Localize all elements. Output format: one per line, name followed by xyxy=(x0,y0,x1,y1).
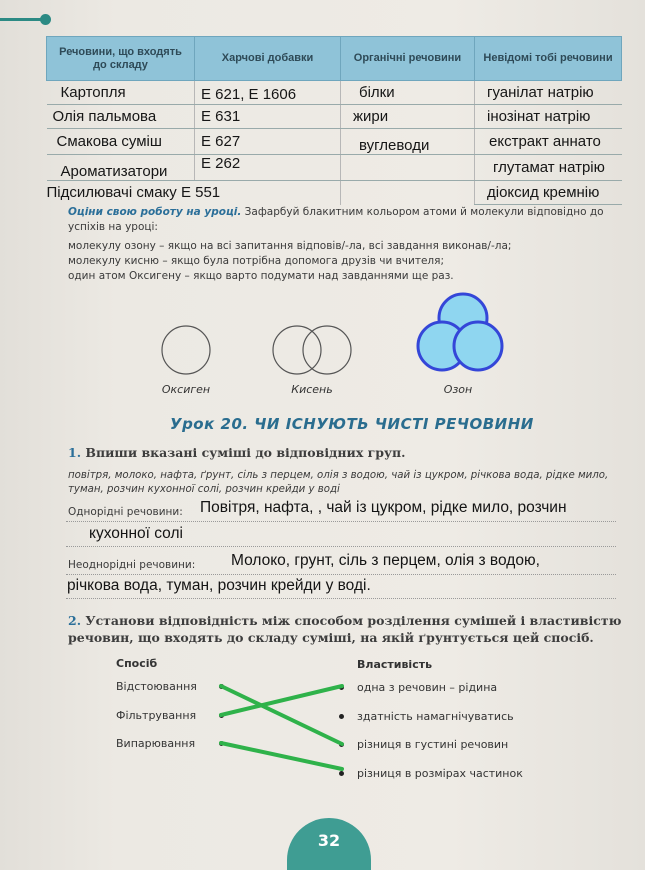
page-number: 32 xyxy=(287,818,371,870)
assessment-line: молекулу озону – якщо на всі запитання відповів/-ла, всі завдання виконав/-ла; xyxy=(68,240,512,252)
answer-line xyxy=(66,521,616,522)
heterogeneous-answer-line-1[interactable]: Молоко, грунт, сіль з перцем, олія з водою, xyxy=(231,552,540,569)
method-dot[interactable] xyxy=(219,684,224,689)
heterogeneous-answer-line-2[interactable]: річкова вода, туман, розчин крейди у воді. xyxy=(67,577,371,594)
table-cell: глутамат натрію xyxy=(475,155,622,181)
oxygen-molecule-label: Кисень xyxy=(291,383,333,396)
table-cell: гуанілат натрію xyxy=(475,81,622,105)
table-header: Органічні речовини xyxy=(341,37,475,81)
table-cell: вуглеводи xyxy=(341,129,475,155)
table-header: Речовини, що входять до складу xyxy=(47,37,195,81)
ozone-label: Озон xyxy=(443,383,473,396)
table-cell: Е 621, Е 1606 xyxy=(195,81,341,105)
heterogeneous-label: Неоднорідні речовини: xyxy=(68,559,196,571)
table-cell: Е 262 xyxy=(195,155,341,181)
answer-line xyxy=(66,598,616,599)
table-cell: екстракт аннато xyxy=(475,129,622,155)
method-dot[interactable] xyxy=(219,713,224,718)
table-cell: Е 631 xyxy=(195,105,341,129)
method-column-header: Спосіб xyxy=(116,657,158,670)
oxygen-molecule-atom-1[interactable] xyxy=(273,326,321,374)
table-cell-text: Підсилювачі смаку xyxy=(46,184,177,202)
method-item: Відстоювання xyxy=(116,680,197,693)
answer-line xyxy=(66,574,616,575)
homogeneous-label: Однорідні речовини: xyxy=(68,506,183,518)
ozone-atom-right[interactable] xyxy=(454,322,502,370)
mixtures-list: повітря, молоко, нафта, ґрунт, сіль з перцем, олія з водою, чай із цукром, річкова вода, рідке мило, туман, розчин кухонної солі, розчин крейди у воді xyxy=(68,470,609,495)
table-cell: інозінат натрію xyxy=(475,105,622,129)
table-header: Харчові добавки xyxy=(195,37,341,81)
assessment-lead: Оціни свою роботу на уроці. xyxy=(68,206,242,218)
table-cell: Смакова суміш xyxy=(47,129,195,155)
table-cell: жири xyxy=(341,105,475,129)
lesson-title: Урок 20. ЧИ ІСНУЮТЬ ЧИСТІ РЕЧОВИНИ xyxy=(170,415,534,433)
table-cell: Олія пальмова xyxy=(47,105,195,129)
task-number: 2. xyxy=(68,613,82,628)
property-item: одна з речовин – рідина xyxy=(357,681,498,694)
table-cell: білки xyxy=(341,81,475,105)
task-1-title xyxy=(68,444,628,461)
property-dot[interactable] xyxy=(339,714,344,719)
homogeneous-answer-line-2[interactable]: кухонної солі xyxy=(89,525,183,542)
table-cell: Е 627 xyxy=(195,129,341,155)
oxygen-molecule-atom-2[interactable] xyxy=(303,326,351,374)
property-dot[interactable] xyxy=(339,685,344,690)
table-header: Невідомі тобі речовини xyxy=(475,37,622,81)
method-item: Випарювання xyxy=(116,737,196,750)
table-cell: Ароматизатори xyxy=(47,155,195,181)
oxygen-label: Оксиген xyxy=(161,383,211,396)
task-text: Установи відповідність між способом розділення сумішей і властивістю речовин, що входять до складу суміші, на якій ґрунтується цей спосіб. xyxy=(68,613,622,645)
method-dot[interactable] xyxy=(219,741,224,746)
method-item: Фільтрування xyxy=(116,709,197,722)
homogeneous-answer-line-1[interactable]: Повітря, нафта, , чай із цукром, рідке мило, розчин xyxy=(200,499,567,516)
property-item: різниця в густині речовин xyxy=(357,738,509,751)
property-column-header: Властивість xyxy=(357,658,433,671)
task-2-title xyxy=(68,612,628,646)
task-number: 1. xyxy=(68,445,82,460)
table-cell-text: Е 551 xyxy=(180,184,221,202)
assessment-line: один атом Оксигену – якщо варто подумати над завданнями ще раз. xyxy=(68,270,454,282)
property-dot[interactable] xyxy=(339,742,344,747)
task-text: Впиши вказані суміші до відповідних груп. xyxy=(85,445,406,460)
assessment-line: молекулу кисню – якщо була потрібна допомога друзів чи вчителя; xyxy=(68,255,444,267)
table-cell: діоксид кремнію xyxy=(475,181,622,205)
property-dot[interactable] xyxy=(339,771,344,776)
property-item: здатність намагнічуватись xyxy=(357,710,514,723)
answer-line xyxy=(66,546,616,547)
table-cell: Картопля xyxy=(47,81,195,105)
property-item: різниця в розмірах частинок xyxy=(357,767,523,780)
oxygen-atom-circle[interactable] xyxy=(162,326,210,374)
assessment-text: Зафарбуй блакитним кольором атоми й молекули відповідно до успіхів на уроці: xyxy=(68,206,604,233)
